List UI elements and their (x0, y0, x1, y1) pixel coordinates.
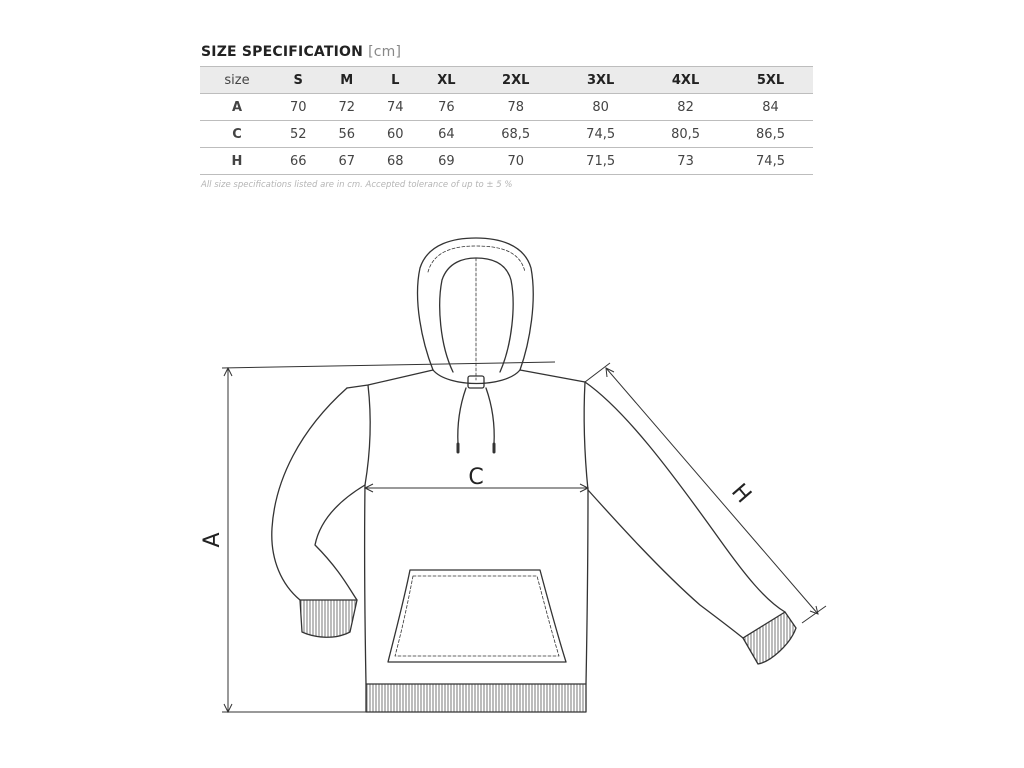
kangaroo-pocket-stitch (395, 576, 559, 656)
sleeve-right-inner (588, 490, 743, 638)
drawstring-left (458, 388, 466, 444)
size-header-s: S (274, 67, 323, 94)
sleeve-right-outer (585, 382, 785, 612)
tolerance-note: All size specifications listed are in cm. Accepted tolerance of up to ± 5 % (201, 180, 513, 190)
table-cell: 52 (274, 121, 323, 148)
table-cell: 60 (371, 121, 420, 148)
row-key-a: A (200, 94, 274, 121)
shoulder-right (520, 370, 585, 382)
dimension-c-label: C (468, 465, 484, 490)
table-cell: 74,5 (558, 121, 643, 148)
shoulder-left (347, 370, 433, 388)
dimension-h-line (606, 368, 818, 614)
dimension-h-end-tick (802, 606, 826, 623)
sleeve-right-seam (584, 382, 588, 490)
table-cell: 68 (371, 148, 420, 175)
cuff-left (300, 600, 357, 637)
table-cell: 74,5 (728, 148, 813, 175)
neckline (433, 370, 520, 384)
spec-title-text: SIZE SPECIFICATION (201, 44, 364, 60)
table-cell: 67 (323, 148, 372, 175)
table-cell: 56 (323, 121, 372, 148)
size-header-3xl: 3XL (558, 67, 643, 94)
spec-unit: [cm] (368, 44, 402, 60)
table-cell: 78 (473, 94, 558, 121)
body-left-side (365, 485, 366, 684)
table-cell: 80,5 (643, 121, 728, 148)
body-right-side (586, 490, 588, 684)
size-header-xl: XL (420, 67, 474, 94)
size-header-l: L (371, 67, 420, 94)
dimension-h-label: H (726, 479, 756, 509)
size-header-2xl: 2XL (473, 67, 558, 94)
table-cell: 70 (473, 148, 558, 175)
table-cell: 82 (643, 94, 728, 121)
table-cell: 86,5 (728, 121, 813, 148)
size-header-5xl: 5XL (728, 67, 813, 94)
table-cell: 68,5 (473, 121, 558, 148)
dimension-a-label: A (200, 532, 225, 548)
size-corner-label: size (200, 67, 274, 94)
dimension-a-top-ext (222, 362, 555, 368)
row-key-c: C (200, 121, 274, 148)
table-cell: 80 (558, 94, 643, 121)
hood-stitch (428, 246, 525, 272)
sleeve-left-inner (315, 485, 365, 600)
table-cell: 76 (420, 94, 474, 121)
table-cell: 66 (274, 148, 323, 175)
table-cell: 71,5 (558, 148, 643, 175)
table-cell: 64 (420, 121, 474, 148)
size-header-m: M (323, 67, 372, 94)
cuff-right (743, 612, 796, 664)
row-key-h: H (200, 148, 274, 175)
table-cell: 72 (323, 94, 372, 121)
sleeve-left-seam (365, 385, 370, 485)
table-cell: 74 (371, 94, 420, 121)
table-cell: 73 (643, 148, 728, 175)
drawstring-right (486, 388, 494, 444)
hood-inner (440, 258, 513, 372)
waistband (366, 684, 586, 712)
table-cell: 84 (728, 94, 813, 121)
size-header-4xl: 4XL (643, 67, 728, 94)
table-cell: 70 (274, 94, 323, 121)
table-cell: 69 (420, 148, 474, 175)
